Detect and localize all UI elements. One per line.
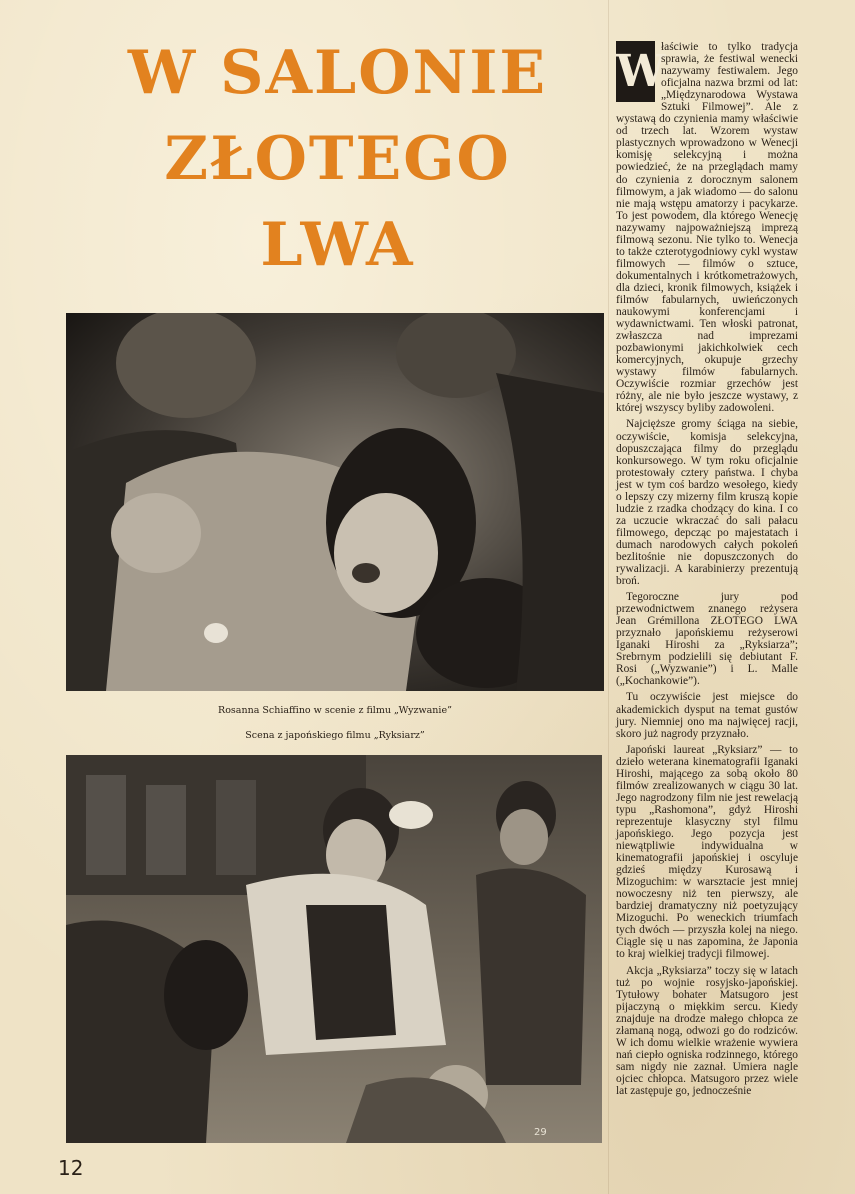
film-still-photo bbox=[66, 313, 604, 691]
film-still-wyzwanie bbox=[66, 313, 604, 691]
article-paragraph: Akcja „Ryksiarza” toczy się w latach tuż po wojnie rosyjsko-japońskiej. Tytułowy bohater Matsugoro jest pijaczyną o miękkim sercu. Kiedy znajduje na drodze małego chłopca ze złamaną nogą, odwozi go do rodziców. W ich domu wielkie wrażenie wywiera nań ciepło ogniska rodzinnego, którego sam nigdy nie zaznał. Umiera nagle ojciec chłopca. Matsugoro przez wiele lat zastępuje go, jednocześnie bbox=[616, 964, 798, 1097]
page-number: 12 bbox=[58, 1156, 84, 1180]
photo-caption: Scena z japońskiego filmu „Ryksiarz” bbox=[245, 730, 425, 741]
film-still-photo bbox=[66, 755, 602, 1143]
article-body-column bbox=[616, 41, 798, 1101]
article-paragraph: łaściwie to tylko tradycja sprawia, że festiwal wenecki nazywamy festiwalem. Jego oficjalna nazwa brzmi od lat: „Międzynarodowa Wystawa Sztuki Filmowej”. Ale z wystawą do czynienia mamy właściwie od trzech lat. Wzorem wystaw plastycznych wprowadzono w Wenecji komisję selekcyjną i można powiedzieć, że na przeglądach mamy do czynienia z dorocznym salonem filmowym, a jak wiadomo — do salonu nie mają wstępu amatorzy i pacykarze. To jest powodem, dla którego Wenecję nazywamy najpoważniejszą imprezą filmową sezonu. Nie tylko to. Wenecja to także czterotygodniowy cykl wystaw filmowych — filmów o sztuce, dokumentalnych i krótkometrażowych, dla dzieci, kronik filmowych, książek i filmów fabularnych, uwieńczonych naukowymi konferencjami i wydawnictwami. Ten włoski patronat, zwłaszcza nad imprezami pozbawionymi jakichkolwiek cech komercyjnych, okupuje grzechy wystawy filmów fabularnych. Oczywiście rozmiar grzechów jest różny, ale nie było jeszcze wystawy, z której wszyscy byliby zadowoleni. bbox=[616, 41, 798, 415]
page-fold bbox=[608, 0, 609, 1194]
photo-caption: Rosanna Schiaffino w scenie z filmu „Wyzwanie” bbox=[218, 705, 452, 716]
article-paragraph: Japoński laureat „Ryksiarz” — to dzieło weterana kinematografii Iganaki Hiroshi, mającego za sobą około 80 filmów zrealizowanych w ciągu 30 lat. Jego nagrodzony film nie jest rewelacją typu „Rashomona”, gdyż Hiroshi reprezentuje klasyczny styl filmu japońskiego. Jego pozycja jest niewątpliwie indywidualna w kinematografii japońskiej i oscyluje gdzieś między Kurosawą i Mizoguchim: w warsztacie jest mniej nowoczesny niż ten pierwszy, ale bardziej dramatyczny niż poetyzujący Mizoguchi. Po weneckich triumfach tych dwóch — przyszła kolej na niego. Ciągle się u nas zapomina, że Japonia to kraj wielkiej tradycji filmowej. bbox=[616, 743, 798, 961]
article-title bbox=[95, 30, 580, 288]
article-paragraph: Tu oczywiście jest miejsce do akademickich dysput na temat gustów jury. Niemniej ono ma najwięcej racji, skoro już nagrody przyznało. bbox=[616, 691, 798, 740]
drop-cap: W bbox=[616, 41, 655, 102]
film-still-ryksiarz bbox=[66, 755, 602, 1143]
title-line: ZŁOTEGO bbox=[164, 124, 511, 194]
article-paragraph: Tegoroczne jury pod przewodnictwem znanego reżysera Jean Grémillona ZŁOTEGO LWA przyznało japońskiemu reżyserowi Iganaki Hiroshi za „Ryksiarza”; Srebrnym podzielili się debiutant F. Rosi („Wyzwanie”) i L. Malle („Kochankowie”). bbox=[616, 591, 798, 688]
title-line: W SALONIE bbox=[127, 38, 548, 108]
photo-corner-mark: 29 bbox=[534, 1127, 547, 1138]
title-line: LWA bbox=[260, 210, 415, 280]
article-paragraph: Najcięższe gromy ściąga na siebie, oczywiście, komisja selekcyjna, dopuszczająca filmy do przeglądu konkursowego. W tym roku oficjalnie protestowały cztery państwa. I chyba jest w tym coś bardzo wesołego, kiedy o lepszy czy mizerny film kruszą kopie ludzie z rzadka chodzący do kina. I co za uczucie wkraczać do sali pałacu filmowego, depcząc po majestatach i dumach narodowych całych pokoleń bezlitośnie nie dopuszczonych do rywalizacji. A karabinierzy prezentują broń. bbox=[616, 418, 798, 588]
